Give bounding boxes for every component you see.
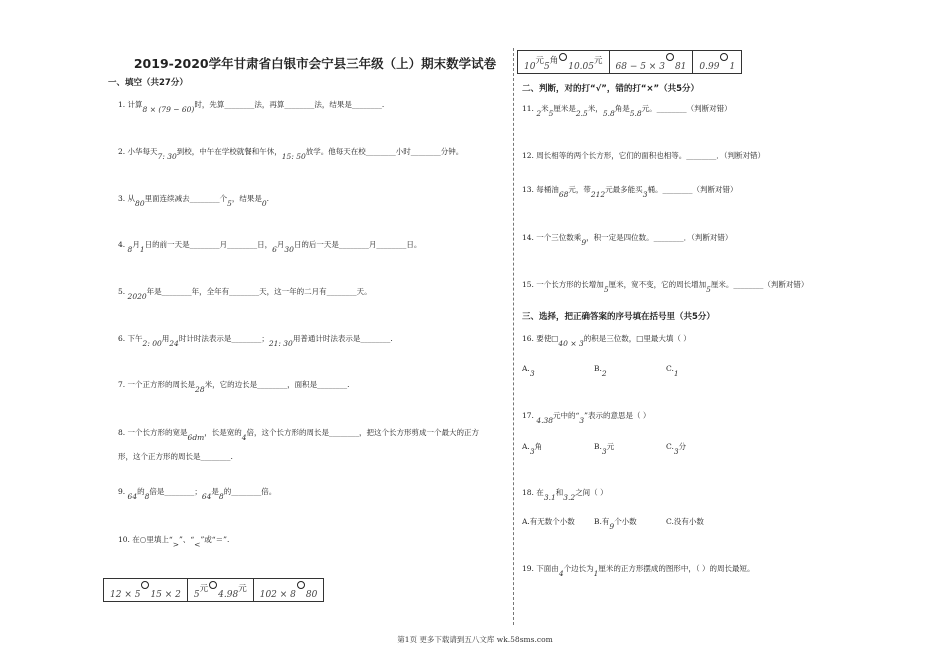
compare-cell-6: 0.99 1 (693, 51, 742, 74)
question-1: 1. 计算8 × (79 − 60)时，先算________法，再算________法，结果是________. (118, 100, 385, 114)
question-12: 12. 周长相等的两个长方形，它们的面积也相等。________．（判断对错） (522, 151, 766, 160)
question-18: 18. 在3.1和3.2之间（ ） (522, 488, 608, 502)
question-8: 8. 一个长方形的宽是6dm，长是宽的4倍，这个长方形的周长是________，把这个长方形剪成一个最大的正方 (118, 428, 480, 442)
question-19: 19. 下面由4个边长为1厘米的正方形摆成的图形中，（ ）的周长最短。 (522, 564, 755, 578)
question-4: 4. 8月1日的前一天是________月________日，6月30日的后一天是________月________日。 (118, 240, 422, 254)
compare-cell-3: 102 × 8 80 (253, 579, 324, 602)
question-18-option-a[interactable]: A.有无数个小数 (522, 517, 575, 526)
circle-blank[interactable] (209, 581, 217, 589)
page-footer: 第1页 更多下载请到五八文库 wk.58sms.com (397, 635, 553, 644)
section-true-false: 二、判断，对的打“√”，错的打“×”（共5分） (522, 84, 700, 94)
question-2: 2. 小华每天7: 30到校，中午在学校就餐和午休，15: 50放学。他每天在校________小时________分钟。 (118, 147, 464, 161)
comparison-table-left (103, 578, 324, 602)
compare-cell-2: 5元4.98元 (187, 579, 253, 602)
question-16-option-a[interactable]: A.3 (522, 364, 535, 378)
exam-title: 2019-2020学年甘肃省白银市会宁县三年级（上）期末数学试卷 (133, 56, 497, 71)
circle-blank[interactable] (666, 53, 674, 61)
compare-cell-5: 68 − 5 × 3 81 (609, 51, 693, 74)
question-17-option-c[interactable]: C.3分 (666, 442, 687, 456)
question-16-option-c[interactable]: C.1 (666, 364, 679, 378)
question-18-option-c[interactable]: C.没有小数 (666, 517, 704, 526)
question-18-option-b[interactable]: B.有9个小数 (594, 517, 637, 531)
compare-cell-4: 10元5角10.05元 (518, 51, 610, 74)
question-9: 9. 64的8倍是________；64是8的________倍。 (118, 487, 277, 501)
question-11: 11. 2米5厘米是2.5米，5.8角是5.8元。________（判断对错） (522, 104, 732, 118)
question-16-option-b[interactable]: B.2 (594, 364, 607, 378)
circle-blank[interactable] (141, 581, 149, 589)
question-13: 13. 每桶油68元，带212元最多能买3桶。________（判断对错） (522, 185, 738, 199)
question-15: 15. 一个长方形的长增加5厘米，宽不变，它的周长增加5厘米。________（判断对错） (522, 280, 809, 294)
section-fill-blank: 一、填空（共27分） (108, 78, 188, 88)
compare-cell-1: 12 × 5 15 × 2 (104, 579, 188, 602)
circle-blank[interactable] (559, 53, 567, 61)
comparison-table-right (517, 50, 742, 74)
question-17-option-b[interactable]: B.3元 (594, 442, 615, 456)
section-multiple-choice: 三、选择，把正确答案的序号填在括号里（共5分） (522, 312, 715, 322)
question-8-line-2: 形，这个正方形的周长是________. (118, 452, 233, 461)
question-6: 6. 下午2: 00用24时计时法表示是________；21: 30用普通计时法表示是________. (118, 334, 393, 348)
question-7: 7. 一个正方形的周长是28米，它的边长是________，面积是________. (118, 380, 350, 394)
question-5: 5. 2020年是________年，全年有________天，这一年的二月有________天。 (118, 287, 372, 301)
circle-blank[interactable] (297, 581, 305, 589)
question-10: 10. 在○里填上“>”、“<”或“＝”. (118, 535, 230, 549)
question-3: 3. 从80里面连续减去________个5，结果是0. (118, 194, 270, 208)
question-17: 17. 4.38元中的“3”表示的意思是（ ） (522, 411, 651, 425)
question-16: 16. 要使□40 × 3的积是三位数，□里最大填（ ） (522, 334, 691, 348)
circle-blank[interactable] (720, 53, 728, 61)
column-divider (513, 48, 514, 625)
question-17-option-a[interactable]: A.3角 (522, 442, 543, 456)
question-14: 14. 一个三位数乘9，积一定是四位数。________．（判断对错） (522, 233, 733, 247)
